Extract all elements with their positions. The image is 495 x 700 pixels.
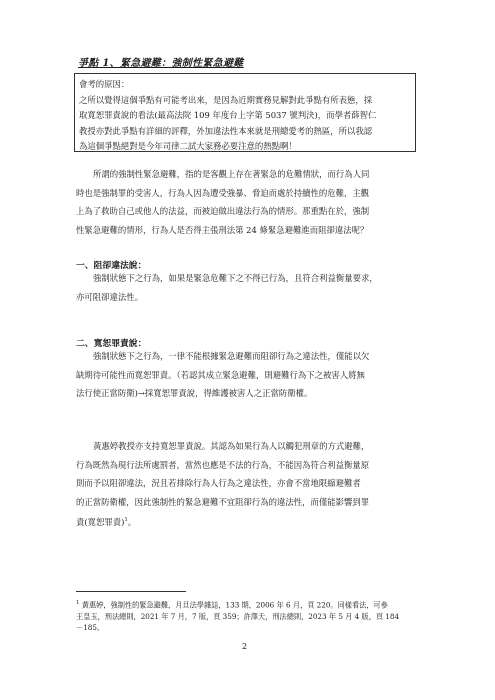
exam-reason-box	[74, 73, 416, 152]
reason-line: 取寬恕罪責說的看法(最高法院 109 年度台上字第 5037 號判決)，而學者薛智仁	[79, 110, 377, 120]
section1-line: 強制狀態下之行為，如果是緊急危難下之不得已行為，且符合利益衡量要求，	[93, 273, 378, 283]
intro-line: 上為了救助自己或他人的法益，而被迫做出違法行為的情形。那重點在於，強制	[76, 206, 370, 216]
section1-title: 一、阻卻違法說：	[76, 261, 147, 271]
reason-label: 會考的原因：	[79, 79, 130, 89]
professor-paragraph	[76, 437, 420, 531]
section2-title: 二、寬恕罪責說：	[76, 339, 147, 349]
footnote-line: －185。	[76, 623, 105, 633]
section2-line: 缺期待可能性而寬恕罪責。（若認其成立緊急避難，則避難行為下之被害人將無	[76, 369, 365, 380]
intro-paragraph	[76, 165, 420, 239]
footnote-reference[interactable]: 1	[124, 517, 128, 523]
intro-line: 性緊急避難的情形，行為人是否得主張刑法第 24 條緊急避難進而阻卻違法呢？	[76, 224, 369, 235]
reason-line: 教授亦對此爭點有詳細的評釋，外加違法性本來就是刑總愛考的熱區，所以我認	[79, 125, 373, 136]
footnote-divider	[76, 591, 186, 592]
professor-line: 的正當防衛權，因此強制性的緊急避難不宜阻卻行為的違法性，而僅能影響到罪	[76, 496, 370, 507]
section-heading: 爭點 1、緊急避難：強制性緊急避難	[78, 58, 244, 69]
section2-line: 強制狀態下之行為，一律不能根據緊急避難而阻卻行為之違法性，僅能以欠	[93, 351, 370, 361]
professor-line: 責(寬恕罪責)	[76, 516, 125, 527]
intro-line: 時也是強制罪的受害人，行為人因為遭受強暴、脅迫而處於持續性的危難，主觀	[76, 187, 370, 198]
reason-line: 為這個爭點絕對是今年司律二試大家務必要注意的熱點啊！	[79, 141, 297, 151]
section1-paragraph	[76, 269, 420, 306]
professor-line: 行為既然為現行法所處罰者，當然也應是不法的行為，不能因為符合利益衡量原	[76, 459, 370, 470]
section1-line: 亦可阻卻違法性。	[76, 291, 143, 302]
reason-line: 之所以覺得這個爭點有可能考出來，是因為近期實務見解對此爭點有所表態，採	[79, 94, 373, 105]
intro-line: 所謂的強制性緊急避難，指的是客觀上存在著緊急的危難情狀，而行為人同	[93, 169, 370, 179]
professor-line: 黃惠婷教授亦支持寬恕罪責說。其認為如果行為人以觸犯刑章的方式避難，	[93, 441, 370, 451]
section2-paragraph	[76, 347, 420, 403]
footnote-line	[76, 598, 420, 611]
footnote-text: 黃惠婷，強制性的緊急避難，月旦法學雜誌，133 期，2006 年 6 月，頁 220。同樣看法，可參	[81, 600, 388, 610]
footnote-line: 王皇玉，刑法總則，2021 年 7 月，7 版，頁 359；許澤天，刑法總則，2023 年 5 月 4 版，頁 184	[76, 611, 400, 621]
section2-line: 法行使正當防衛)→採寬恕罪責說，得維護被害人之正當防衛權。	[76, 388, 313, 398]
professor-line-last: 責(寬恕罪責)$^1$。	[76, 516, 137, 527]
professor-line: 則而予以阻卻違法，況且若排除行為人行為之違法性，亦會不當地限縮避難者	[76, 478, 361, 488]
footnote-number: 1	[76, 600, 80, 606]
page-number: 2	[242, 642, 248, 651]
footnote	[76, 598, 420, 634]
